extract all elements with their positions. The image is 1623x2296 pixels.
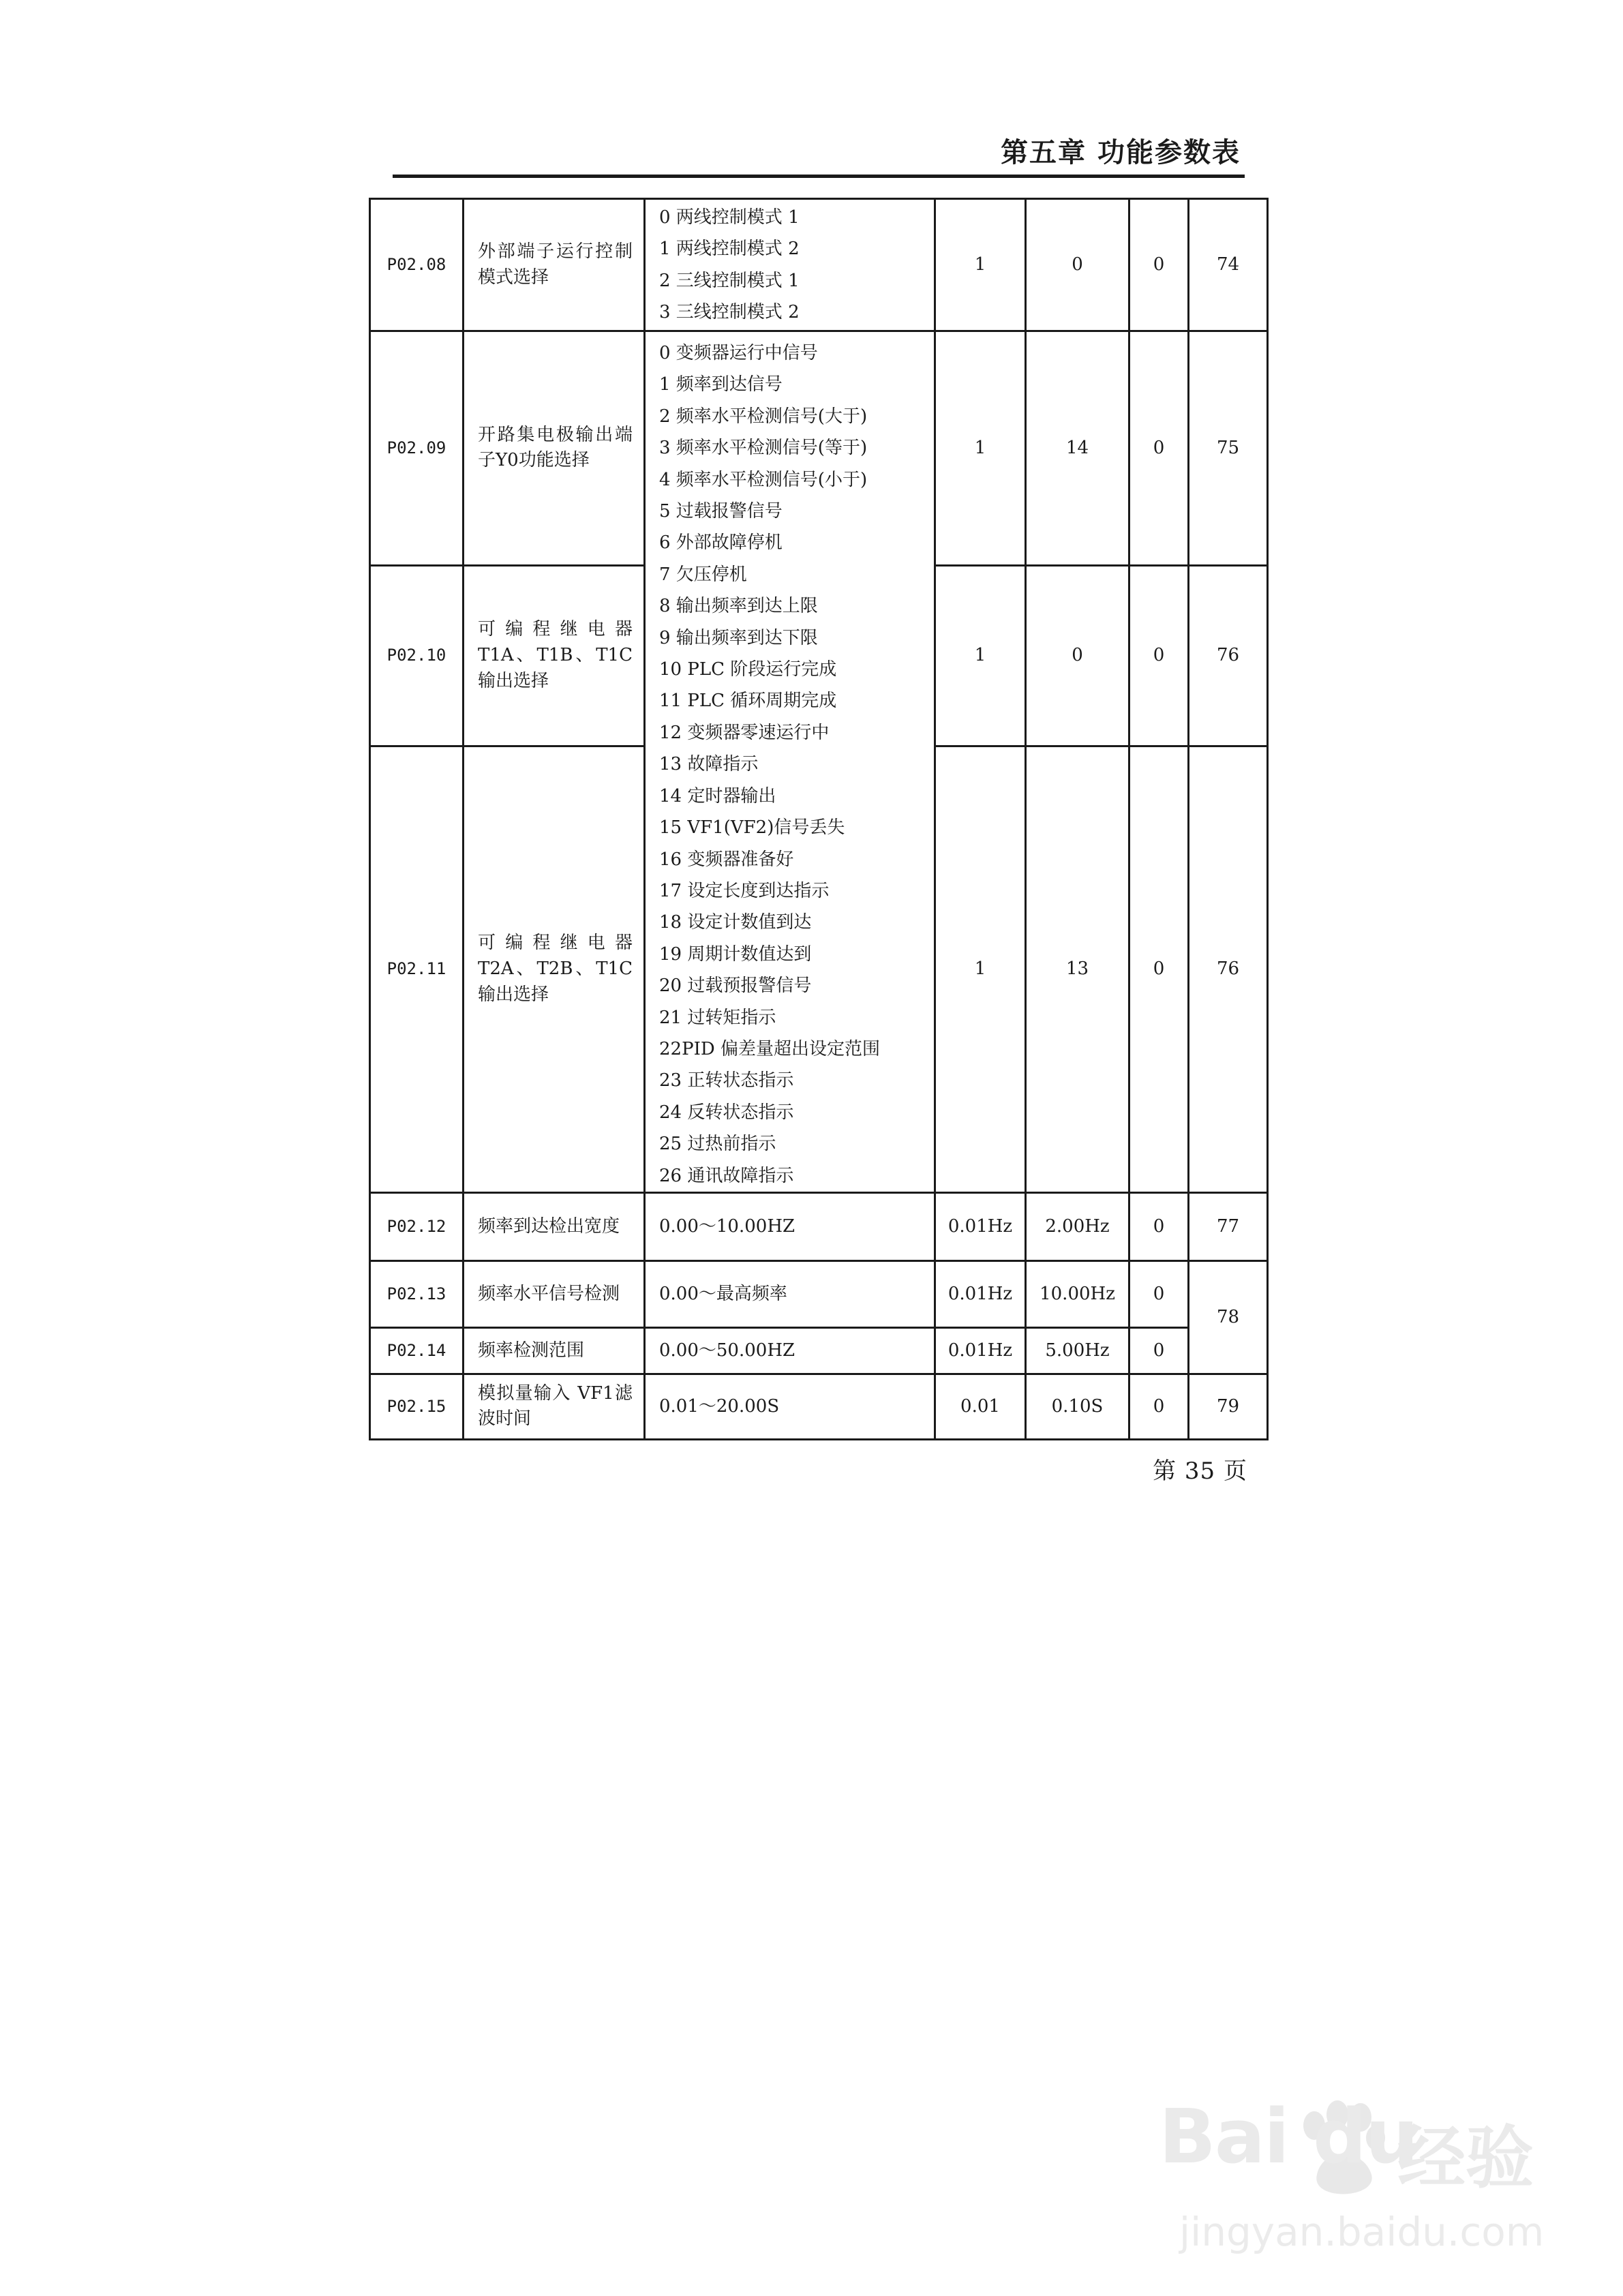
param-code: P02.08 [370,199,464,331]
option-line: 3 频率水平检测信号(等于) [659,438,868,459]
parameter-table [369,198,1269,1440]
param-change: 0 [1129,331,1189,566]
param-page: 75 [1189,331,1268,566]
param-code: P02.15 [370,1374,464,1439]
param-page: 76 [1189,746,1268,1192]
table-row [370,199,1268,331]
param-page: 78 [1189,1260,1268,1374]
param-default: 13 [1026,746,1129,1192]
param-name: 开路集电极输出端子Y0功能选择 [464,331,645,566]
param-range: 0.00～50.00HZ [645,1327,935,1374]
param-default: 2.00Hz [1026,1192,1129,1260]
param-code: P02.10 [370,565,464,746]
option-line: 1 频率到达信号 [659,374,783,395]
param-unit: 0.01Hz [935,1327,1026,1374]
param-range: 0.00～10.00HZ [645,1192,935,1260]
param-unit: 1 [935,199,1026,331]
param-name: 频率检测范围 [464,1327,645,1374]
option-line: 2 频率水平检测信号(大于) [659,406,868,427]
param-range [645,331,935,1193]
option-line: 4 频率水平检测信号(小于) [659,469,868,490]
option-line: 12 变频器零速运行中 [659,722,830,743]
param-code: P02.11 [370,746,464,1192]
param-change: 0 [1129,1192,1189,1260]
param-code: P02.13 [370,1260,464,1327]
option-line: 16 变频器准备好 [659,849,794,870]
param-range: 0.01～20.00S [645,1374,935,1439]
option-line: 8 输出频率到达上限 [659,596,818,617]
param-default: 0.10S [1026,1374,1129,1439]
option-line: 6 外部故障停机 [659,532,783,554]
param-page: 76 [1189,565,1268,746]
param-unit: 0.01 [935,1374,1026,1439]
param-change: 0 [1129,1374,1189,1439]
param-unit: 0.01Hz [935,1192,1026,1260]
option-line: 26 通讯故障指示 [659,1165,794,1186]
option-line: 10 PLC 阶段运行完成 [659,659,837,680]
param-page: 77 [1189,1192,1268,1260]
header-rule [393,175,1245,178]
table-row [370,1192,1268,1260]
page-number: 第 35 页 [1153,1457,1247,1485]
param-name: 可编程继电器T1A、T1B、T1C输出选择 [464,565,645,746]
option-line: 14 定时器输出 [659,785,776,806]
param-change: 0 [1129,199,1189,331]
param-range: 0.00～最高频率 [645,1260,935,1327]
option-line: 15 VF1(VF2)信号丢失 [659,817,845,839]
param-range [645,199,935,331]
param-name: 可编程继电器T2A、T2B、T1C输出选择 [464,746,645,1192]
param-unit: 1 [935,331,1026,566]
param-unit: 0.01Hz [935,1260,1026,1327]
option-line: 5 过载报警信号 [659,501,783,522]
table-row [370,1327,1268,1374]
param-change: 0 [1129,1260,1189,1327]
param-unit: 1 [935,746,1026,1192]
param-code: P02.14 [370,1327,464,1374]
option-line: 23 正转状态指示 [659,1070,794,1091]
param-default: 10.00Hz [1026,1260,1129,1327]
param-change: 0 [1129,1327,1189,1374]
param-name: 频率水平信号检测 [464,1260,645,1327]
option-line: 20 过载预报警信号 [659,976,812,997]
param-change: 0 [1129,565,1189,746]
param-default: 5.00Hz [1026,1327,1129,1374]
option-line: 0 变频器运行中信号 [659,343,818,363]
param-name: 模拟量输入 VF1滤波时间 [464,1374,645,1439]
watermark-brand: 经验 [1397,2118,1534,2198]
option-line: 11 PLC 循环周期完成 [659,691,837,712]
watermark-logo: Bai du [1159,2093,1418,2180]
table-row [370,1374,1268,1439]
option-line: 1 两线控制模式 2 [659,239,800,260]
chapter-title: 第五章 功能参数表 [1001,136,1241,168]
table-row [370,331,1268,566]
param-page: 74 [1189,199,1268,331]
option-line: 25 过热前指示 [659,1134,776,1155]
option-line: 17 设定长度到达指示 [659,880,830,901]
param-page: 79 [1189,1374,1268,1439]
param-default: 0 [1026,565,1129,746]
param-change: 0 [1129,746,1189,1192]
option-line: 9 输出频率到达下限 [659,627,818,648]
option-line: 0 两线控制模式 1 [659,207,800,228]
option-line: 2 三线控制模式 1 [659,270,800,291]
option-line: 19 周期计数值达到 [659,943,812,965]
option-line: 21 过转矩指示 [659,1007,776,1028]
param-default: 14 [1026,331,1129,566]
baidu-jingyan-watermark [1159,2066,1547,2284]
option-line: 22PID 偏差量超出设定范围 [659,1038,880,1059]
watermark-url: jingyan.baidu.com [1179,2209,1545,2255]
param-unit: 1 [935,565,1026,746]
param-name: 频率到达检出宽度 [464,1192,645,1260]
option-line: 7 欠压停机 [659,564,747,585]
option-line: 24 反转状态指示 [659,1102,794,1123]
param-code: P02.09 [370,331,464,566]
option-line: 3 三线控制模式 2 [659,301,800,322]
param-code: P02.12 [370,1192,464,1260]
option-line: 13 故障指示 [659,754,759,775]
table-row [370,1260,1268,1327]
option-line: 18 设定计数值到达 [659,912,812,933]
param-default: 0 [1026,199,1129,331]
param-name: 外部端子运行控制模式选择 [464,199,645,331]
